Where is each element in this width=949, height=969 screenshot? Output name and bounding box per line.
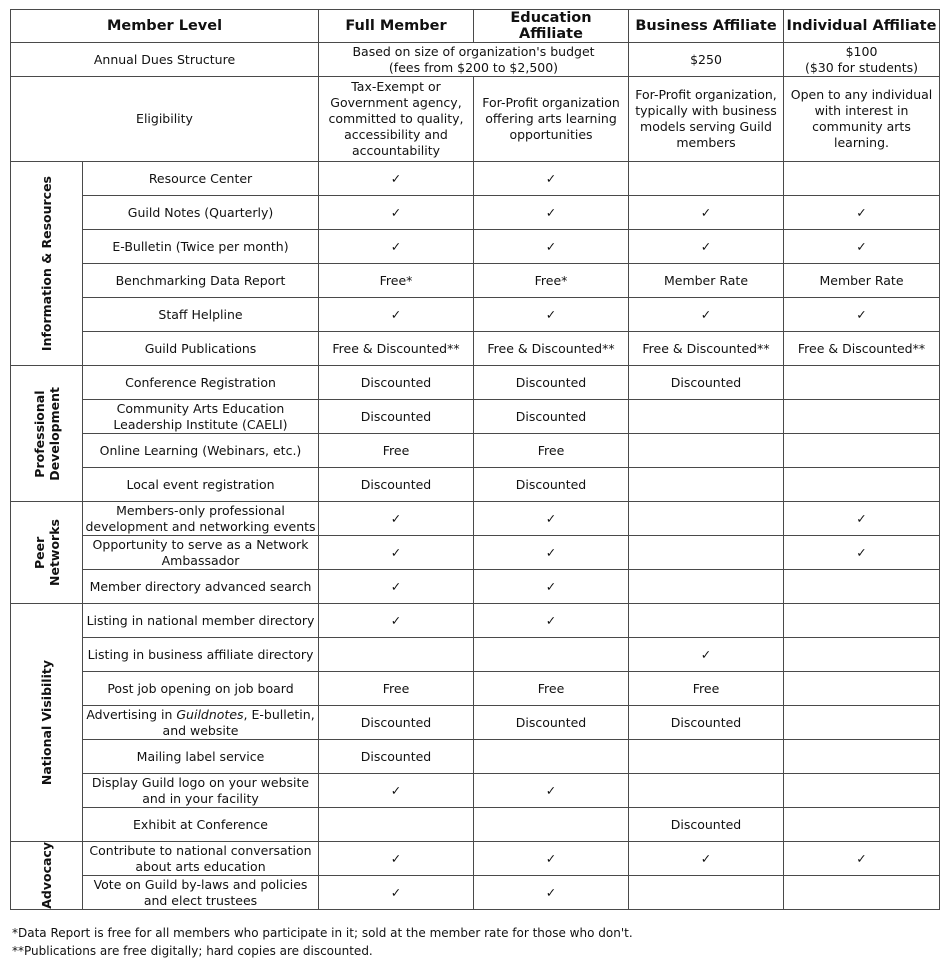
feature-name: Contribute to national conversation about arts education — [83, 842, 319, 876]
full-cell: ✓ — [319, 162, 474, 196]
feature-name: Staff Helpline — [83, 298, 319, 332]
table-row — [11, 672, 940, 706]
feature-name: Listing in business affiliate directory — [83, 638, 319, 672]
full-cell: ✓ — [319, 502, 474, 536]
education-cell: Discounted — [474, 400, 629, 434]
feature-name: E-Bulletin (Twice per month) — [83, 230, 319, 264]
education-cell: ✓ — [474, 536, 629, 570]
table-row — [11, 366, 940, 400]
table-row — [11, 162, 940, 196]
category-label — [11, 162, 83, 366]
education-cell: ✓ — [474, 876, 629, 910]
education-cell: ✓ — [474, 774, 629, 808]
full-cell: Discounted — [319, 400, 474, 434]
table-row — [11, 740, 940, 774]
full-cell: Free & Discounted** — [319, 332, 474, 366]
business-cell: Free & Discounted** — [629, 332, 784, 366]
education-affiliate-header: Education Affiliate — [474, 10, 629, 43]
dues-business: $250 — [629, 43, 784, 77]
table-row — [11, 774, 940, 808]
education-cell: Discounted — [474, 468, 629, 502]
feature-name-part: Guildnotes — [176, 706, 244, 722]
table-row — [11, 400, 940, 434]
individual-cell — [784, 808, 940, 842]
individual-cell — [784, 366, 940, 400]
table-row — [11, 468, 940, 502]
eligibility-business: For-Profit organization, typically with business models serving Guild members — [629, 77, 784, 162]
member-level-header: Member Level — [11, 10, 319, 43]
individual-affiliate-header: Individual Affiliate — [784, 10, 940, 43]
individual-cell: ✓ — [784, 298, 940, 332]
business-cell — [629, 876, 784, 910]
individual-cell: Member Rate — [784, 264, 940, 298]
business-cell: ✓ — [629, 196, 784, 230]
eligibility-individual: Open to any individual with interest in community arts learning. — [784, 77, 940, 162]
full-cell: Free* — [319, 264, 474, 298]
full-member-header: Full Member — [319, 10, 474, 43]
feature-name: Conference Registration — [83, 366, 319, 400]
business-cell — [629, 434, 784, 468]
full-cell: ✓ — [319, 774, 474, 808]
individual-cell: ✓ — [784, 502, 940, 536]
feature-name: Member directory advanced search — [83, 570, 319, 604]
business-cell: ✓ — [629, 230, 784, 264]
individual-cell — [784, 468, 940, 502]
individual-cell: ✓ — [784, 842, 940, 876]
category-label — [11, 604, 83, 842]
education-cell: Free & Discounted** — [474, 332, 629, 366]
business-cell — [629, 570, 784, 604]
feature-name: Listing in national member directory — [83, 604, 319, 638]
category-label — [11, 366, 83, 502]
feature-name: Benchmarking Data Report — [83, 264, 319, 298]
eligibility-label: Eligibility — [11, 77, 319, 162]
business-cell — [629, 774, 784, 808]
feature-name: Display Guild logo on your website and in your facility — [83, 774, 319, 808]
full-cell: ✓ — [319, 570, 474, 604]
eligibility-full: Tax-Exempt or Government agency, committed to quality, accessibility and accountability — [319, 77, 474, 162]
education-cell: ✓ — [474, 604, 629, 638]
education-cell: ✓ — [474, 842, 629, 876]
education-cell — [474, 808, 629, 842]
business-cell: Discounted — [629, 706, 784, 740]
table-row — [11, 706, 940, 740]
eligibility-education: For-Profit organization offering arts learning opportunities — [474, 77, 629, 162]
category-text: Advocacy — [39, 842, 54, 909]
individual-cell — [784, 604, 940, 638]
footnote-publications: **Publications are free digitally; hard copies are discounted. — [12, 944, 373, 958]
dues-full-edu: Based on size of organization's budget (fees from $200 to $2,500) — [319, 43, 629, 77]
full-cell: Free — [319, 434, 474, 468]
category-text: Professional Development — [31, 386, 62, 481]
business-cell: Discounted — [629, 366, 784, 400]
feature-name: Exhibit at Conference — [83, 808, 319, 842]
full-cell: Discounted — [319, 706, 474, 740]
full-cell: Free — [319, 672, 474, 706]
feature-name: Post job opening on job board — [83, 672, 319, 706]
dues-row — [11, 43, 940, 77]
feature-name: Mailing label service — [83, 740, 319, 774]
education-cell: ✓ — [474, 230, 629, 264]
table-row — [11, 604, 940, 638]
feature-name: Guild Publications — [83, 332, 319, 366]
category-label — [11, 842, 83, 910]
education-cell — [474, 638, 629, 672]
education-cell: ✓ — [474, 502, 629, 536]
feature-name: Opportunity to serve as a Network Ambassador — [83, 536, 319, 570]
full-cell: ✓ — [319, 604, 474, 638]
table-row — [11, 570, 940, 604]
individual-cell — [784, 706, 940, 740]
individual-cell: Free & Discounted** — [784, 332, 940, 366]
feature-name: Guild Notes (Quarterly) — [83, 196, 319, 230]
individual-cell — [784, 638, 940, 672]
feature-name: Vote on Guild by-laws and policies and elect trustees — [83, 876, 319, 910]
full-cell: ✓ — [319, 842, 474, 876]
individual-cell: ✓ — [784, 230, 940, 264]
feature-name: Online Learning (Webinars, etc.) — [83, 434, 319, 468]
education-cell: Free — [474, 434, 629, 468]
business-cell — [629, 502, 784, 536]
business-cell: Free — [629, 672, 784, 706]
table-row — [11, 298, 940, 332]
full-cell — [319, 638, 474, 672]
education-cell — [474, 740, 629, 774]
full-cell: ✓ — [319, 876, 474, 910]
full-cell: ✓ — [319, 230, 474, 264]
business-cell — [629, 468, 784, 502]
individual-cell — [784, 672, 940, 706]
feature-name-part: , E-bulletin, and website — [162, 706, 315, 738]
feature-name-part: Advertising in — [86, 706, 177, 722]
individual-cell — [784, 774, 940, 808]
feature-name: Community Arts Education Leadership Institute (CAELI) — [83, 400, 319, 434]
category-label — [11, 502, 83, 604]
education-cell: ✓ — [474, 162, 629, 196]
membership-comparison-table — [10, 9, 940, 910]
table-row — [11, 638, 940, 672]
business-cell: Discounted — [629, 808, 784, 842]
table-row — [11, 264, 940, 298]
table-row — [11, 808, 940, 842]
full-cell: ✓ — [319, 536, 474, 570]
individual-cell — [784, 740, 940, 774]
individual-cell — [784, 876, 940, 910]
table-row — [11, 876, 940, 910]
footnote-data-report: *Data Report is free for all members who participate in it; sold at the member rate for those who don't. — [12, 926, 633, 940]
table-row — [11, 842, 940, 876]
dues-individual: $100 ($30 for students) — [784, 43, 940, 77]
individual-cell — [784, 570, 940, 604]
feature-name: Members-only professional development and networking events — [83, 502, 319, 536]
category-text: Information & Resources — [39, 175, 54, 352]
individual-cell: ✓ — [784, 536, 940, 570]
table-row — [11, 434, 940, 468]
full-cell — [319, 808, 474, 842]
individual-cell — [784, 162, 940, 196]
dues-label: Annual Dues Structure — [11, 43, 319, 77]
full-cell: ✓ — [319, 196, 474, 230]
table-row — [11, 196, 940, 230]
feature-name — [83, 706, 319, 740]
business-cell — [629, 162, 784, 196]
business-cell: ✓ — [629, 842, 784, 876]
table-row — [11, 536, 940, 570]
table-row — [11, 502, 940, 536]
business-cell: ✓ — [629, 298, 784, 332]
business-cell: ✓ — [629, 638, 784, 672]
education-cell: ✓ — [474, 298, 629, 332]
business-cell — [629, 400, 784, 434]
education-cell: Discounted — [474, 366, 629, 400]
full-cell: Discounted — [319, 366, 474, 400]
individual-cell: ✓ — [784, 196, 940, 230]
business-cell — [629, 604, 784, 638]
feature-name: Local event registration — [83, 468, 319, 502]
education-cell: ✓ — [474, 196, 629, 230]
business-cell — [629, 536, 784, 570]
category-text: Peer Networks — [31, 519, 62, 586]
table-row — [11, 230, 940, 264]
feature-name: Resource Center — [83, 162, 319, 196]
education-cell: Discounted — [474, 706, 629, 740]
business-affiliate-header: Business Affiliate — [629, 10, 784, 43]
education-cell: Free — [474, 672, 629, 706]
business-cell — [629, 740, 784, 774]
education-cell: ✓ — [474, 570, 629, 604]
table-row — [11, 332, 940, 366]
individual-cell — [784, 434, 940, 468]
feature-rows — [11, 162, 940, 910]
business-cell: Member Rate — [629, 264, 784, 298]
header-row — [11, 10, 940, 43]
full-cell: ✓ — [319, 298, 474, 332]
eligibility-row — [11, 77, 940, 162]
individual-cell — [784, 400, 940, 434]
full-cell: Discounted — [319, 468, 474, 502]
education-cell: Free* — [474, 264, 629, 298]
full-cell: Discounted — [319, 740, 474, 774]
category-text: National Visibility — [39, 659, 54, 786]
